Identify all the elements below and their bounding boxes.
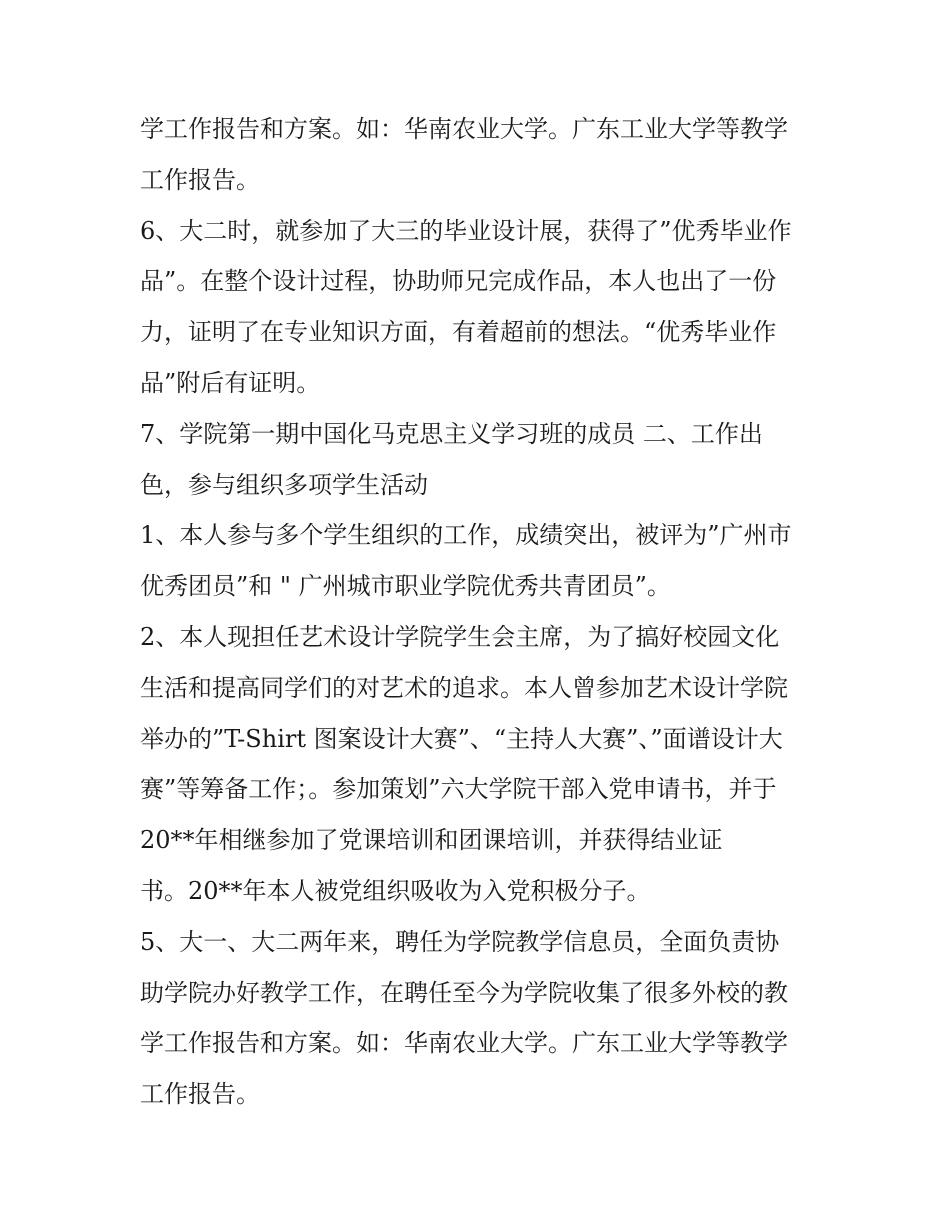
text-line: 优秀团员”和 " 广州城市职业学院优秀共青团员”。 [140,572,671,601]
text-line: 生活和提高同学们的对艺术的追求。本人曾参加艺术设计学院 [140,673,788,702]
text-line: 工作报告。 [140,1080,260,1109]
text-line: 1、本人参与多个学生组织的工作，成绩突出，被评为”广州市 [140,521,792,550]
text-line: 赛”等筹备工作；。参加策划”六大学院干部入党申请书，并于 [140,775,777,804]
text-line: 书。20**年本人被党组织吸收为入党积极分子。 [140,876,651,905]
text-line: 品”附后有证明。 [140,368,321,397]
text-line: 助学院办好教学工作，在聘任至今为学院收集了很多外校的教 [140,978,788,1007]
text-line: 学工作报告和方案。如：华南农业大学。广东工业大学等教学 [140,1029,788,1058]
text-line: 工作报告。 [140,165,260,194]
text-line: 2、本人现担任艺术设计学院学生会主席，为了搞好校园文化 [140,622,780,651]
text-line: 7、学院第一期中国化马克思主义学习班的成员 二、工作出 [140,419,763,448]
text-line: 色，参与组织多项学生活动 [140,470,428,499]
text-line: 20**年相继参加了党课培训和团课培训，并获得结业证 [140,826,723,855]
text-line: 6、大二时，就参加了大三的毕业设计展，获得了”优秀毕业作 [140,216,792,245]
text-line: 5、大一、大二两年来，聘任为学院教学信息员，全面负责协 [140,927,780,956]
document-body [140,104,820,1120]
text-line: 学工作报告和方案。如：华南农业大学。广东工业大学等教学 [140,115,788,143]
text-line: 力，证明了在专业知识方面，有着超前的想法。“优秀毕业作 [140,318,777,347]
text-line: 品”。在整个设计过程，协助师兄完成作品，本人也出了一份 [140,267,777,296]
text-line: 举办的”T-Shirt 图案设计大赛”、“主持人大赛”、”面谱设计大 [140,724,783,753]
